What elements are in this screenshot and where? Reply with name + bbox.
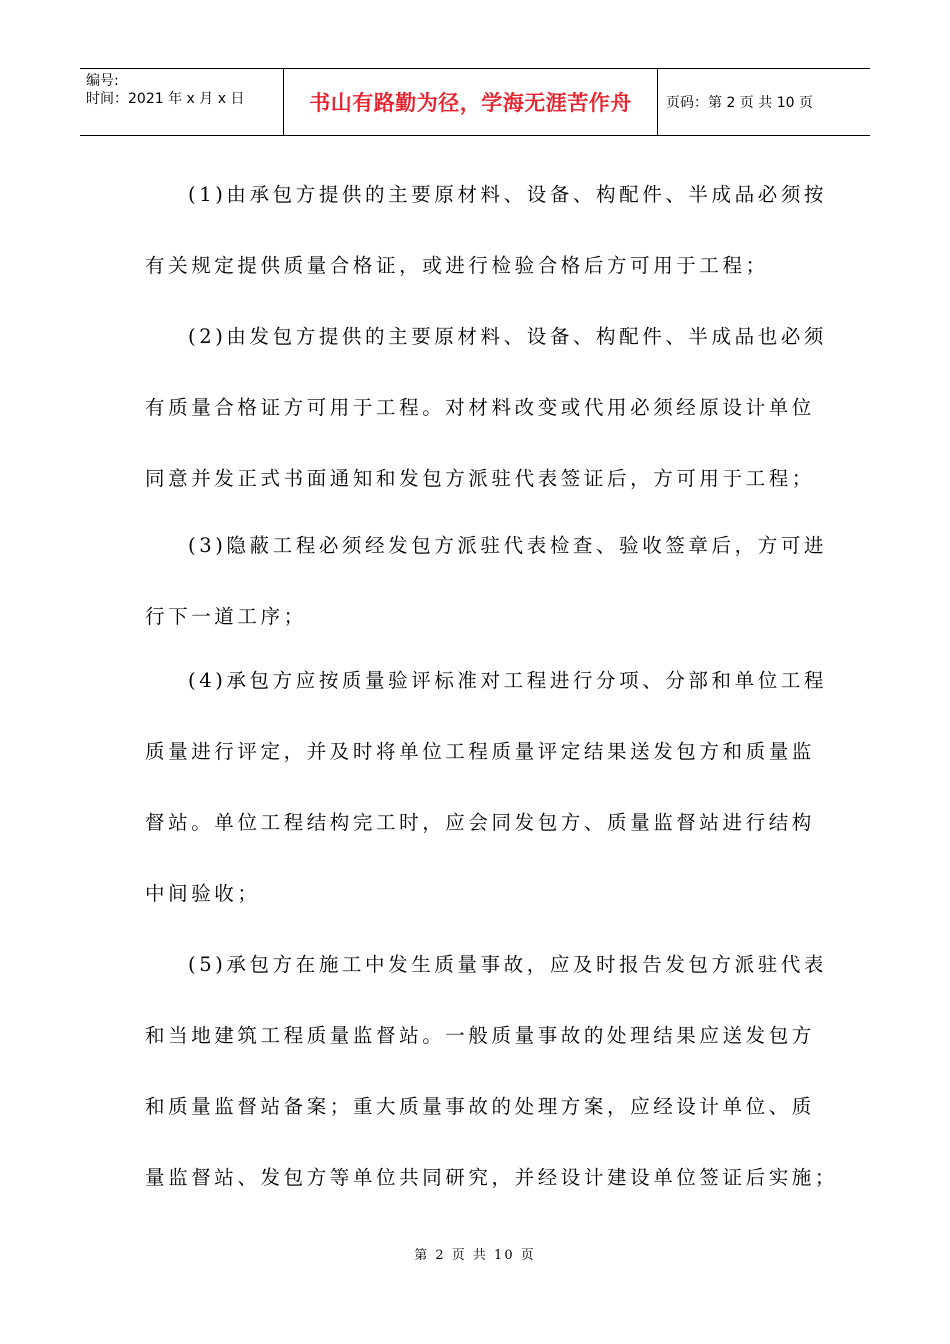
body-line: (4)承包方应按质量验评标准对工程进行分项、分部和单位工程 bbox=[188, 669, 828, 692]
body-line: 中间验收； bbox=[145, 882, 261, 905]
body-line: 行下一道工序； bbox=[145, 605, 307, 628]
body-line: 质量进行评定，并及时将单位工程质量评定结果送发包方和质量监 bbox=[145, 740, 815, 763]
document-number-label: 编号: bbox=[86, 73, 119, 89]
body-line: 有关规定提供质量合格证，或进行检验合格后方可用于工程； bbox=[145, 254, 769, 277]
body-line: 和质量监督站备案；重大质量事故的处理方案，应经设计单位、质 bbox=[145, 1095, 815, 1118]
body-line: (1)由承包方提供的主要原材料、设备、构配件、半成品必须按 bbox=[188, 183, 828, 206]
body-line: (2)由发包方提供的主要原材料、设备、构配件、半成品也必须 bbox=[188, 325, 828, 348]
body-line: 督站。单位工程结构完工时，应会同发包方、质量监督站进行结构 bbox=[145, 811, 815, 834]
header-motto: 书山有路勤为径，学海无涯苦作舟 bbox=[284, 69, 658, 135]
header-meta bbox=[80, 69, 284, 135]
body-line: 同意并发正式书面通知和发包方派驻代表签证后，方可用于工程； bbox=[145, 467, 815, 490]
body-line: 量监督站、发包方等单位共同研究，并经设计建设单位签证后实施； bbox=[145, 1166, 839, 1189]
body-line: (5)承包方在施工中发生质量事故，应及时报告发包方派驻代表 bbox=[188, 953, 828, 976]
header-page-info: 页码：第 2 页 共 10 页 bbox=[666, 95, 813, 111]
document-date-label: 时间：2021 年 x 月 x 日 bbox=[86, 91, 245, 107]
body-line: (3)隐蔽工程必须经发包方派驻代表检查、验收签章后，方可进 bbox=[188, 534, 828, 557]
page-header bbox=[80, 68, 870, 136]
body-line: 有质量合格证方可用于工程。对材料改变或代用必须经原设计单位 bbox=[145, 396, 815, 419]
page-footer: 第 2 页 共 10 页 bbox=[414, 1248, 536, 1263]
body-line: 和当地建筑工程质量监督站。一般质量事故的处理结果应送发包方 bbox=[145, 1024, 815, 1047]
